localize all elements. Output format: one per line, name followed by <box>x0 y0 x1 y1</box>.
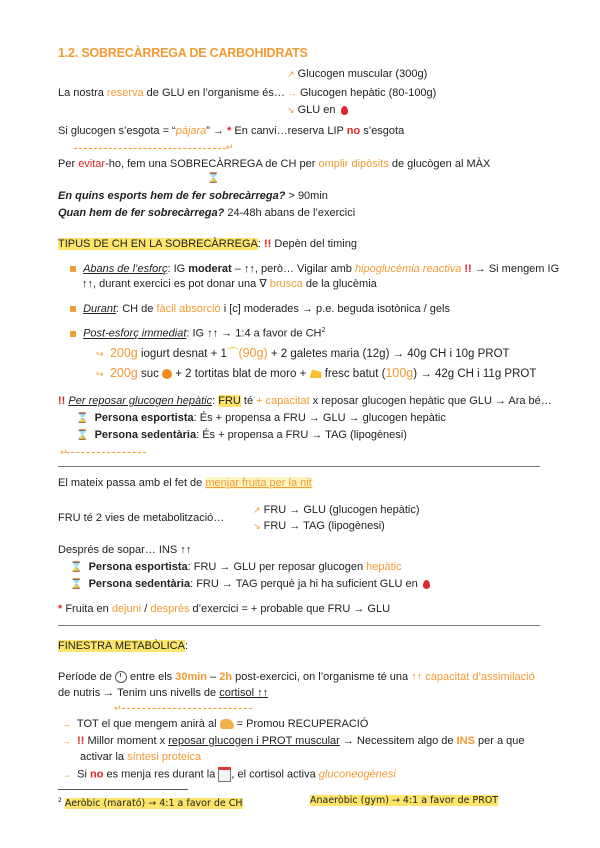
dashed-connector <box>74 148 226 149</box>
clock-icon <box>115 671 127 683</box>
fru-sedentary: ⌛ Persona sedentària: És + propensa a FRU → TAG (lipogènesi) <box>76 429 407 441</box>
fruit-sedentary: ⌛ Persona sedentària: FRU → TAG perquè ja hi ha suficient GLU en <box>70 577 430 592</box>
bullet-icon <box>70 306 76 312</box>
branch-fru-glu: ↗ FRU → GLU (glucogen hepàtic) <box>253 504 420 516</box>
window-bullet-3: → Si no es menja res durant la , el cortisol activa gluconeogènesi <box>62 768 396 781</box>
window-line: Període de entre els 30min – 2h post-exercici, on l’organisme té una ↑↑ capacitat d’assimilació <box>58 671 535 683</box>
branch-fru-tag: ↘ FRU → TAG (lipogènesi) <box>253 520 385 532</box>
fru-metabolism: FRU té 2 vies de metabolització… <box>58 512 225 524</box>
snack-2: ↪ 200g suc + 2 tortitas blat de moro + fresc batut (100g) → 42g CH i 11g PROT <box>96 366 537 380</box>
cheese-icon <box>310 369 322 378</box>
fruit-night-line: El mateix passa amb el fet de menjar fruita per la nit <box>58 477 312 489</box>
list-item-post: Post-esforç immediat: IG ↑↑ → 1:4 a favor de $CH^2$ <box>70 324 325 341</box>
muscle-arm-icon <box>220 719 234 729</box>
hourglass-icon: ⌛ <box>70 562 83 573</box>
fru-sport: ⌛ Persona esportista: És + propensa a FRU → GLU → glucogen hepàtic <box>76 412 446 424</box>
footnote-rule <box>58 789 188 790</box>
types-heading: TIPUS DE CH EN LA SOBRECÀRREGA: !! Depèn del timing <box>58 238 357 250</box>
divider <box>58 625 540 626</box>
question-when: Quan hem de fer sobrecàrrega? 24-48h abans de l’exercici <box>58 207 356 219</box>
fruit-sport: ⌛ Persona esportista: FRU → GLU per reposar glucogen hepàtic <box>70 561 402 573</box>
hourglass-icon: ⌛ <box>70 579 83 590</box>
footnote-left: $^2$ Aeròbic (marató) → 4:1 a favor de CH <box>58 797 243 810</box>
banana-icon: ⌒ <box>226 348 239 360</box>
dashed-connector <box>122 708 252 709</box>
window-bullet-1: → TOT el que mengem anirà al = Promou RECUPERACIÓ <box>62 718 369 730</box>
return-arrow-icon: ↵ <box>226 142 234 152</box>
snack-1: ↪ 200g iogurt desnat + 1⌒(90g) + 2 galetes maria (12g) → 40g CH i 10g PROT <box>96 346 510 360</box>
list-item-before: Abans de l’esforç: IG moderat – ↑↑, però… Vigilar amb hipoglucèmia reactiva !! → Si mengem IG <box>70 262 559 276</box>
hourglass-icon: ⌛ <box>76 430 89 441</box>
window-bullet-2-cont: activar la síntesi proteica <box>80 751 202 763</box>
window-line-2: de nutris → Tenim uns nivells de cortisol ↑↑ <box>58 687 269 699</box>
list-item-during: Durant: CH de fàcil absorció i [c] moderades → p.e. beguda isotònica / gels <box>70 302 450 316</box>
fruit-fasting: * Fruita en dejuni / després d’exercici = + probable que FRU → GLU <box>58 603 391 615</box>
after-dinner: Després de sopar… INS ↑↑ <box>58 544 192 556</box>
avoid-line: Per evitar-ho, fem una SOBRECÀRREGA de CH per omplir dipòsits de glucògen al MÀX <box>58 158 491 170</box>
blood-drop-icon <box>423 580 430 589</box>
section-title: 1.2. SOBRECÀRREGA DE CARBOHIDRATS <box>58 46 308 60</box>
calendar-icon <box>218 767 231 782</box>
window-heading: FINESTRA METABÒLICA: <box>58 640 188 652</box>
hourglass-icon: ⌛ <box>76 413 89 424</box>
list-item-before-cont: ↑↑, durant exercici es pot donar una ∇ brusca de la glucèmia <box>82 278 377 290</box>
fru-line: !! Per reposar glucogen hepàtic: FRU té + capacitat x reposar glucogen hepàtic que GLU → Ara bé… <box>58 395 552 407</box>
footnote-right: Anaeròbic (gym) → 4:1 a favor de PROT <box>310 795 499 806</box>
window-bullet-2: → !! Millor moment x reposar glucogen i PROT muscular → Necessitem algo de INS per a que <box>62 735 525 747</box>
hourglass-icon: ⌛ <box>207 173 220 184</box>
question-sports: En quins esports hem de fer sobrecàrrega? > 90min <box>58 190 328 202</box>
return-arrow-icon: ↵ <box>114 703 122 713</box>
branch-blood: ↘ GLU en <box>287 103 348 117</box>
exhaust-line: Si glucogen s’esgota = “pàjara” → * En canvi…reserva LIP no s’esgota <box>58 125 405 137</box>
divider <box>58 466 540 467</box>
blood-drop-icon <box>341 106 348 115</box>
reserve-line: La nostra reserva de GLU en l’organisme és… → Glucogen hepàtic (80-100g) <box>58 87 437 99</box>
bullet-icon <box>70 266 76 272</box>
return-arrow-icon: ↵ <box>60 447 68 457</box>
dashed-connector <box>66 452 146 453</box>
orange-fruit-icon <box>162 369 172 379</box>
bullet-icon <box>70 331 76 337</box>
branch-muscle: ↗ Glucogen muscular (300g) <box>287 68 428 80</box>
